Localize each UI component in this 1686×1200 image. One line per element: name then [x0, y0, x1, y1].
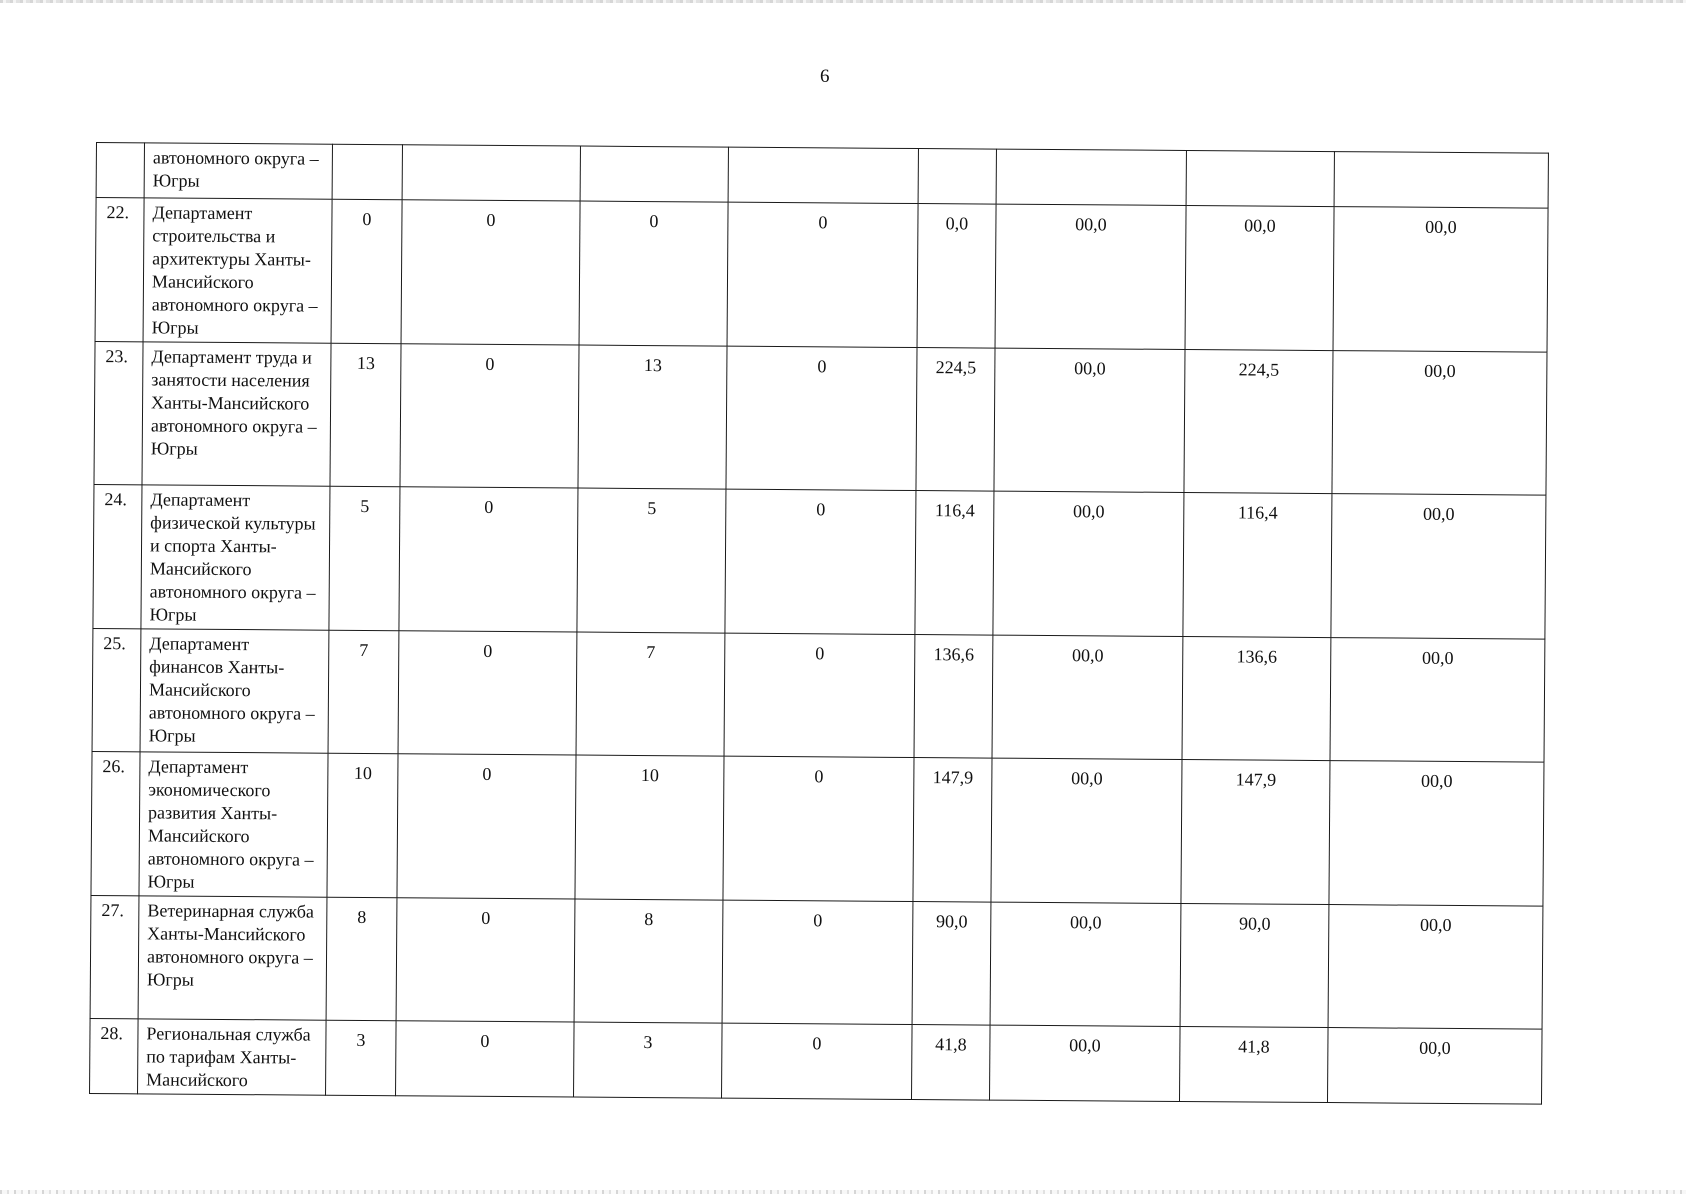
row-number: 22.	[95, 198, 144, 342]
value-cell: 00,0	[990, 902, 1181, 1026]
table-row	[90, 895, 1543, 1029]
value-cell: 116,4	[915, 491, 994, 636]
row-number: 28.	[90, 1018, 139, 1093]
scan-edge-top	[0, 0, 1686, 3]
value-cell: 0	[331, 199, 402, 344]
value-cell	[1186, 150, 1334, 206]
row-number: 23.	[94, 341, 143, 484]
value-cell	[1334, 152, 1548, 209]
value-cell: 00,0	[995, 204, 1186, 349]
value-cell: 00,0	[1327, 1028, 1542, 1105]
value-cell: 0	[399, 487, 578, 632]
row-number: 25.	[92, 628, 141, 751]
value-cell: 0	[397, 754, 576, 899]
value-cell: 00,0	[1332, 351, 1547, 496]
value-cell	[728, 147, 918, 203]
department-name: Департамент финансов Ханты-Мансийского автономного округа – Югры	[140, 629, 329, 753]
value-cell: 13	[578, 345, 727, 489]
value-cell: 0	[726, 346, 917, 490]
value-cell: 13	[330, 343, 401, 487]
page-number: 6	[820, 66, 830, 87]
value-cell: 136,6	[1182, 636, 1331, 760]
value-cell: 136,6	[914, 635, 993, 759]
value-cell: 10	[575, 755, 724, 900]
value-cell: 7	[328, 630, 399, 754]
value-cell: 00,0	[1185, 205, 1334, 350]
value-cell: 224,5	[1184, 349, 1333, 493]
table-wrapper	[89, 142, 1549, 1105]
table-row	[93, 484, 1546, 639]
value-cell	[332, 144, 402, 200]
department-name: Департамент физической культуры и спорта Ханты-Мансийского автономного округа – Югры	[141, 485, 330, 630]
value-cell	[402, 145, 580, 201]
department-name: Ветеринарная служба Ханты-Мансийского автономного округа – Югры	[138, 896, 327, 1020]
value-cell: 00,0	[990, 1025, 1181, 1101]
department-name: автономного округа – Югры	[144, 143, 332, 199]
department-name: Департамент труда и занятости населения Ханты-Мансийского автономного округа – Югры	[142, 342, 331, 486]
value-cell: 00,0	[1331, 494, 1546, 640]
data-table	[89, 142, 1549, 1105]
department-name: Департамент строительства и архитектуры Ханты-Мансийского автономного округа – Югры	[143, 198, 332, 343]
table-row	[95, 198, 1548, 353]
value-cell: 5	[577, 488, 726, 633]
value-cell: 00,0	[1333, 207, 1548, 353]
value-cell: 41,8	[912, 1025, 991, 1101]
value-cell: 0	[396, 1021, 575, 1097]
value-cell: 3	[326, 1020, 397, 1096]
department-name: Региональная служба по тарифам Ханты-Мансийского	[138, 1019, 327, 1095]
value-cell: 90,0	[1180, 903, 1329, 1027]
value-cell: 224,5	[916, 348, 995, 492]
value-cell: 10	[327, 753, 398, 898]
value-cell: 8	[574, 899, 723, 1023]
value-cell: 00,0	[994, 348, 1185, 492]
value-cell: 00,0	[1330, 638, 1545, 763]
table-row	[92, 628, 1545, 762]
row-number: 27.	[90, 895, 139, 1018]
table-row	[90, 1018, 1543, 1104]
value-cell: 0	[725, 489, 916, 634]
value-cell: 0	[723, 756, 914, 901]
value-cell: 147,9	[913, 758, 992, 903]
value-cell	[918, 149, 996, 205]
value-cell: 90,0	[912, 902, 991, 1026]
value-cell: 0	[727, 202, 918, 347]
value-cell: 0	[398, 631, 577, 755]
value-cell: 0	[722, 900, 913, 1024]
value-cell: 00,0	[992, 635, 1183, 759]
value-cell	[996, 149, 1186, 205]
value-cell: 41,8	[1179, 1026, 1328, 1102]
value-cell: 147,9	[1181, 759, 1330, 904]
value-cell	[580, 146, 728, 202]
scan-edge-bottom	[0, 1190, 1686, 1194]
value-cell: 8	[326, 897, 397, 1021]
value-cell: 0	[579, 201, 728, 346]
department-name: Департамент экономического развития Ханты-Мансийского автономного округа – Югры	[139, 752, 328, 897]
value-cell: 0,0	[917, 204, 996, 349]
value-cell: 00,0	[993, 491, 1184, 636]
value-cell: 3	[574, 1022, 723, 1098]
row-number	[96, 143, 144, 198]
value-cell: 5	[329, 486, 400, 631]
value-cell: 0	[722, 1023, 913, 1099]
value-cell: 116,4	[1183, 492, 1332, 637]
value-cell: 0	[400, 344, 579, 488]
table-row	[94, 341, 1547, 495]
value-cell: 00,0	[991, 758, 1182, 903]
row-number: 26.	[91, 751, 140, 895]
value-cell: 0	[724, 633, 915, 757]
value-cell: 00,0	[1329, 761, 1544, 907]
row-number: 24.	[93, 484, 142, 628]
value-cell: 0	[401, 200, 580, 345]
table-row	[91, 751, 1544, 906]
value-cell: 7	[576, 632, 725, 756]
value-cell: 00,0	[1328, 905, 1543, 1030]
value-cell: 0	[396, 898, 575, 1022]
